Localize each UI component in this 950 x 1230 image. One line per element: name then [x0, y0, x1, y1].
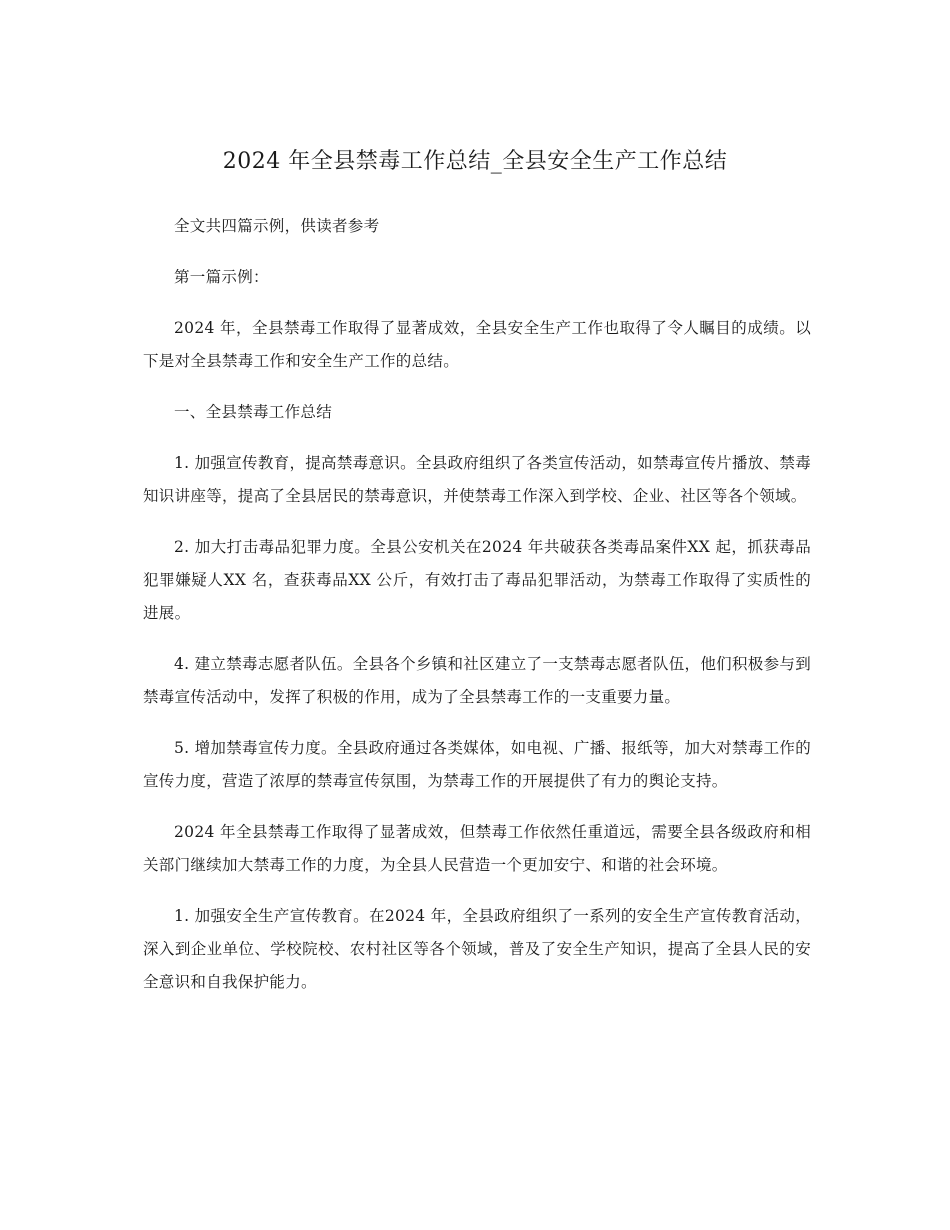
paragraph-item-5: 5. 增加禁毒宣传力度。全县政府通过各类媒体，如电视、广播、报纸等，加大对禁毒工作的宣传力度，营造了浓厚的禁毒宣传氛围，为禁毒工作的开展提供了有力的舆论支持。: [143, 739, 811, 790]
paragraph-conclusion: 2024 年全县禁毒工作取得了显著成效，但禁毒工作依然任重道远，需要全县各级政府和相关部门继续加大禁毒工作的力度，为全县人民营造一个更加安宁、和谐的社会环境。: [143, 823, 811, 874]
paragraph-item-4: 4. 建立禁毒志愿者队伍。全县各个乡镇和社区建立了一支禁毒志愿者队伍，他们积极参与到禁毒宣传活动中，发挥了积极的作用，成为了全县禁毒工作的一支重要力量。: [143, 655, 811, 706]
document-title: 2024 年全县禁毒工作总结_全县安全生产工作总结: [222, 149, 728, 174]
paragraph-item-1: 1. 加强宣传教育，提高禁毒意识。全县政府组织了各类宣传活动，如禁毒宣传片播放、禁毒知识讲座等，提高了全县居民的禁毒意识，并使禁毒工作深入到学校、企业、社区等各个领域。: [143, 454, 811, 505]
document-body: [143, 210, 811, 1017]
paragraph-item-2: 2. 加大打击毒品犯罪力度。全县公安机关在2024 年共破获各类毒品案件XX 起，抓获毒品犯罪嫌疑人XX 名，查获毒品XX 公斤，有效打击了毒品犯罪活动，为禁毒工作取得了实质性的进展。: [143, 538, 811, 622]
paragraph-example-heading: 第一篇示例：: [174, 268, 269, 286]
paragraph-safety-item-1: 1. 加强安全生产宣传教育。在2024 年，全县政府组织了一系列的安全生产宣传教育活动，深入到企业单位、学校院校、农村社区等各个领域，普及了安全生产知识，提高了全县人民的安全意识和自我保护能力。: [143, 907, 811, 991]
paragraph-summary: 2024 年，全县禁毒工作取得了显著成效，全县安全生产工作也取得了令人瞩目的成绩。以下是对全县禁毒工作和安全生产工作的总结。: [143, 319, 811, 370]
paragraph-intro: 全文共四篇示例，供读者参考: [174, 217, 380, 235]
section-heading-drug-control: 一、全县禁毒工作总结: [174, 403, 333, 421]
